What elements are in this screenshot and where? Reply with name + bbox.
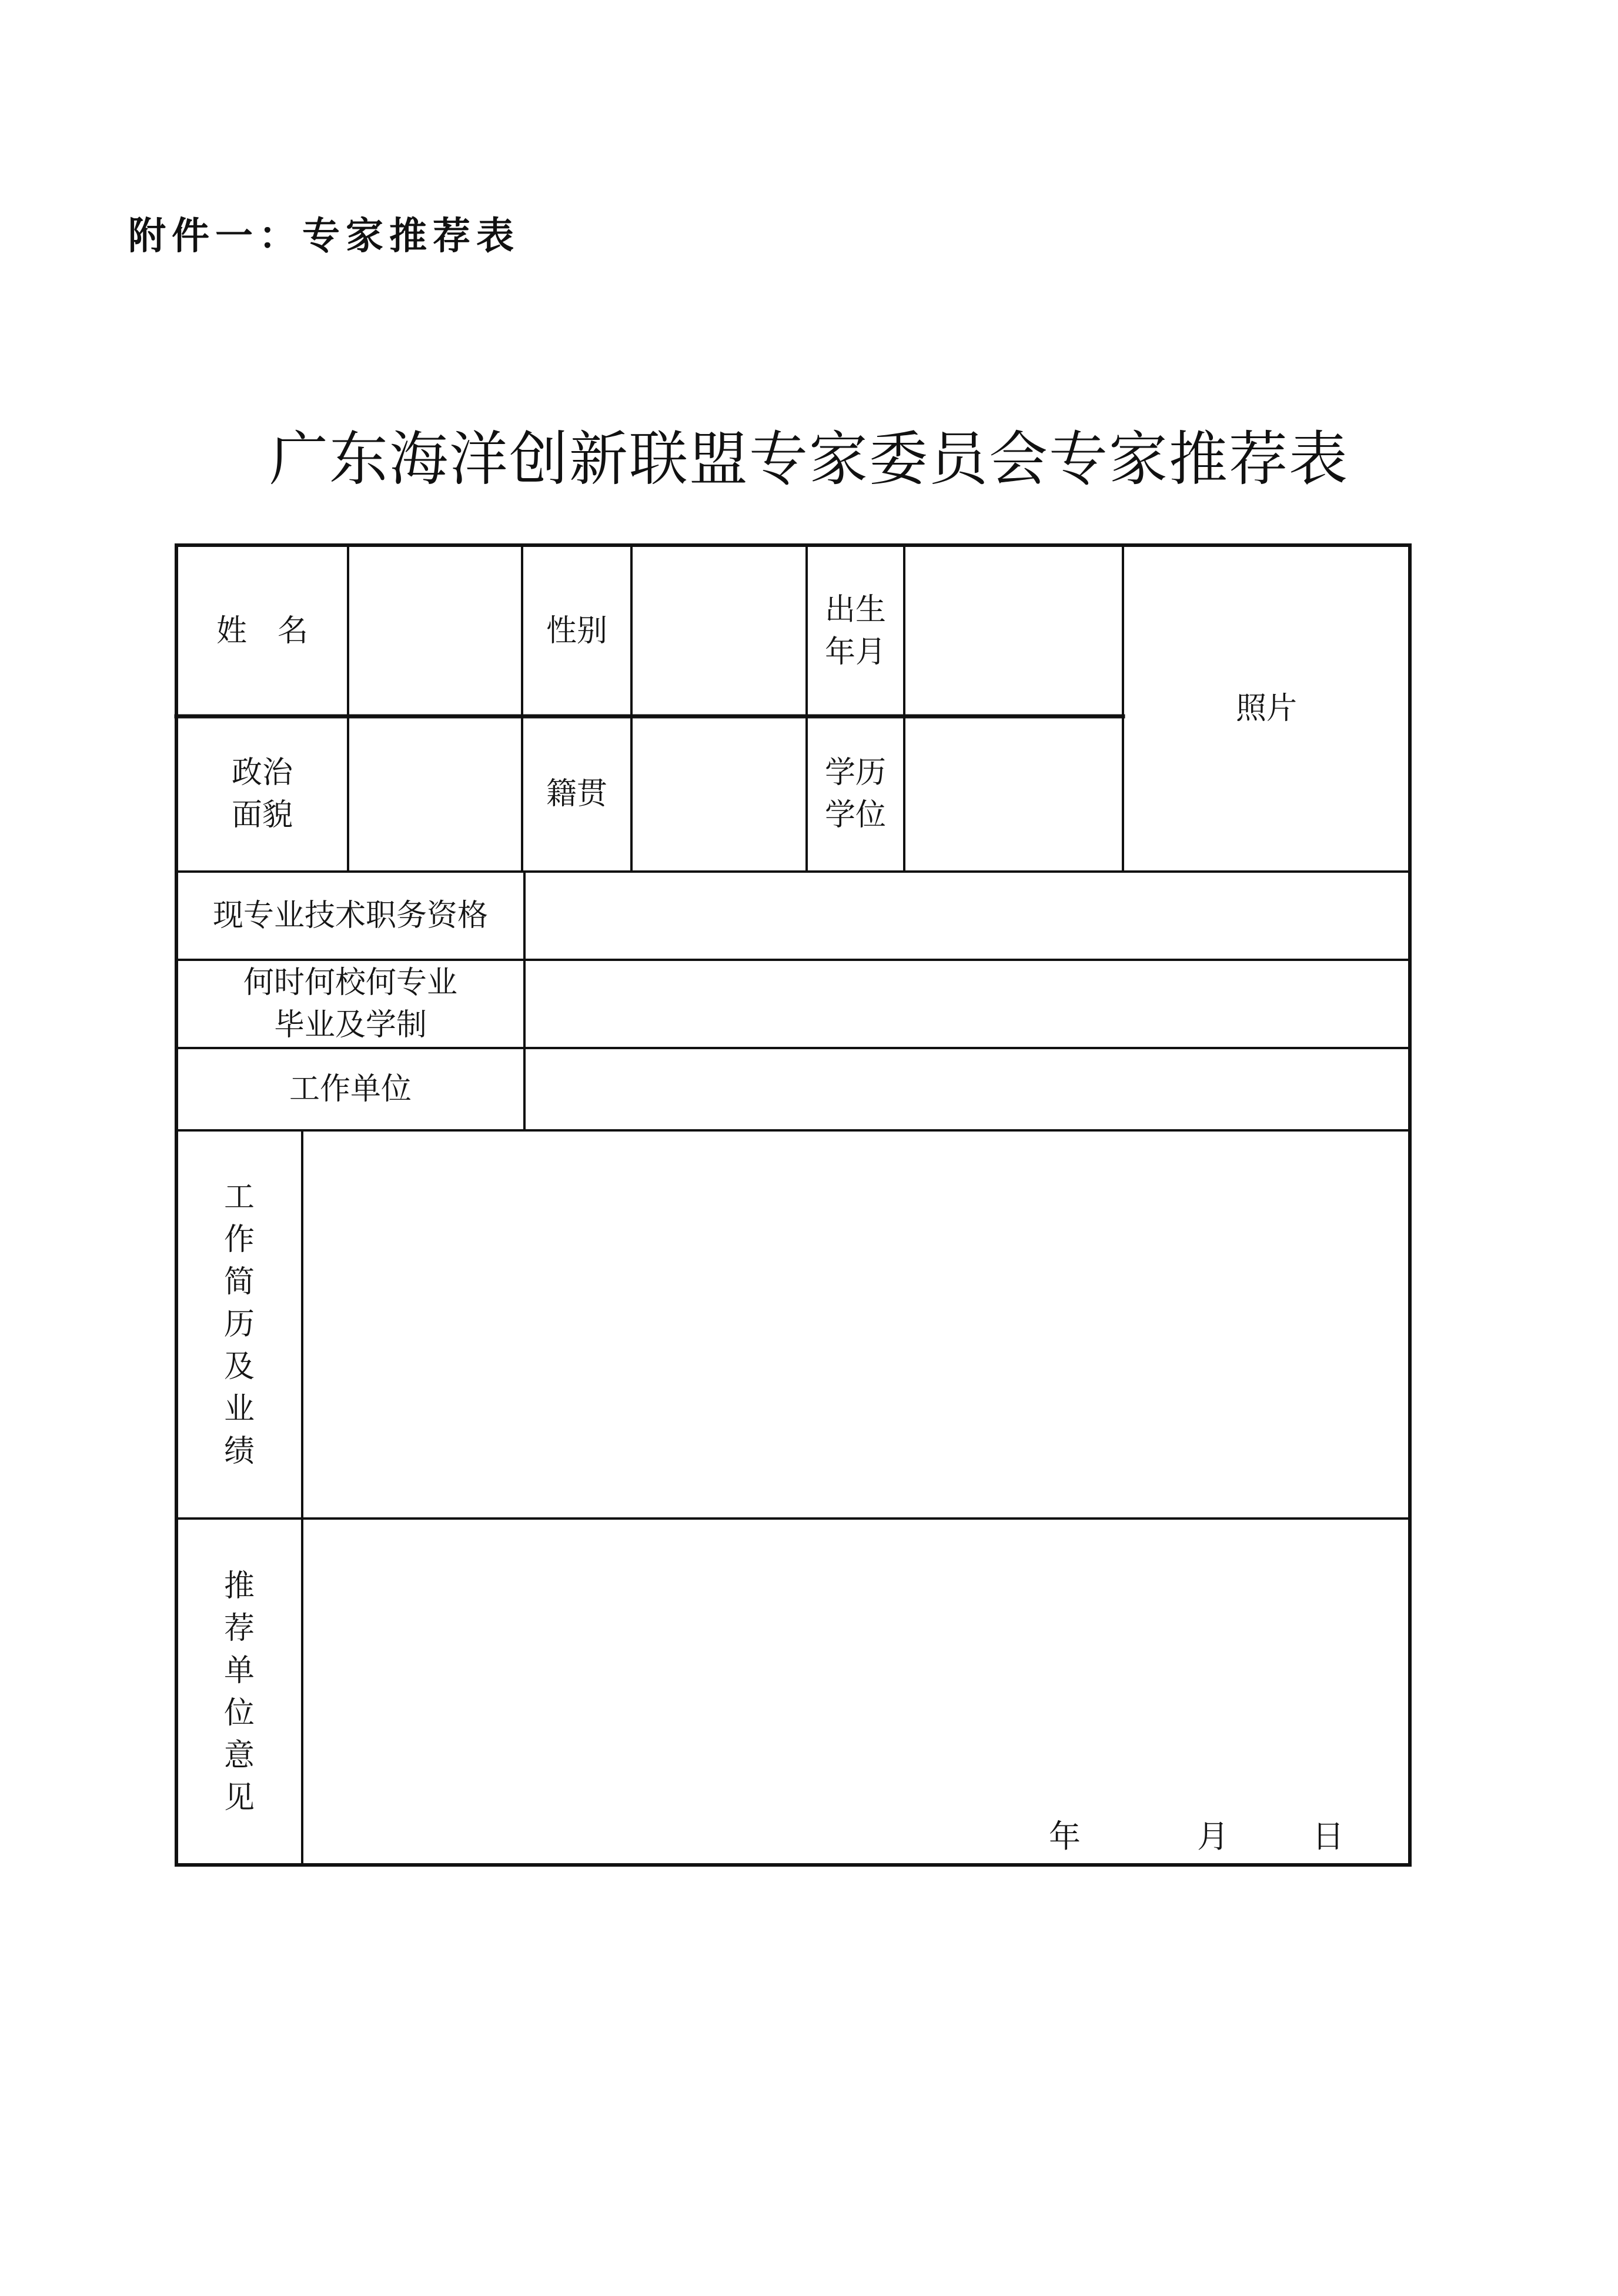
- work-unit-field[interactable]: [524, 1048, 1410, 1130]
- name-label: 姓 名: [216, 613, 308, 649]
- graduation-label: 何时何校何专业 毕业及学制: [243, 965, 457, 1043]
- birth-date-label: 出生 年月: [824, 592, 886, 670]
- photo-label: 照片: [1235, 690, 1297, 726]
- photo-area[interactable]: [1123, 545, 1410, 872]
- work-unit-label: 工作单位: [289, 1072, 412, 1107]
- education-label: 学历 学位: [824, 755, 886, 833]
- birth-date-field[interactable]: [904, 545, 1123, 716]
- recommendation-opinion-field[interactable]: [302, 1519, 1410, 1801]
- native-place-field[interactable]: [631, 716, 807, 872]
- gender-label: 性别: [546, 613, 607, 649]
- date-day-label: 日: [1312, 1818, 1344, 1855]
- native-place-label: 籍贯: [546, 776, 607, 812]
- form-title: 广东海洋创新联盟专家委员会专家推荐表: [269, 425, 1349, 493]
- recommendation-opinion-label: 推 荐 单 位 意 见: [223, 1568, 255, 1816]
- date-month-label: 月: [1197, 1818, 1229, 1855]
- attachment-heading: 附件一：专家推荐表: [128, 214, 520, 258]
- education-field[interactable]: [904, 716, 1123, 872]
- name-field[interactable]: [348, 545, 522, 716]
- resume-label: 工 作 简 历 及 业 绩: [223, 1180, 255, 1469]
- professional-title-field[interactable]: [524, 872, 1410, 960]
- graduation-field[interactable]: [524, 960, 1410, 1048]
- political-status-label: 政治 面貌: [231, 755, 293, 833]
- date-year-label: 年: [1049, 1818, 1081, 1855]
- gender-field[interactable]: [631, 545, 807, 716]
- resume-field[interactable]: [302, 1130, 1410, 1519]
- professional-title-label: 现专业技术职务资格: [212, 898, 488, 933]
- political-status-field[interactable]: [348, 716, 522, 872]
